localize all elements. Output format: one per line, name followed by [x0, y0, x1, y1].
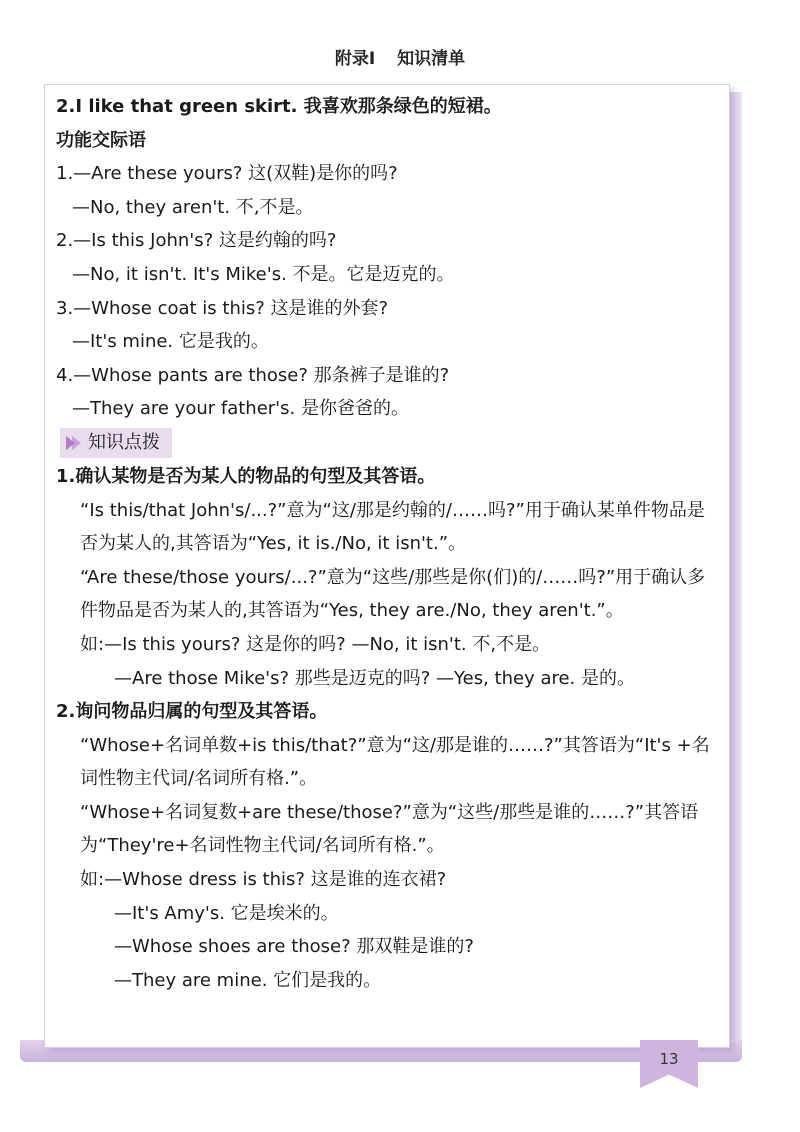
point-title: 1.确认某物是否为某人的物品的句型及其答语。 — [56, 465, 436, 487]
explanation-paragraph: “Whose+名词复数+are these/those?”意为“这些/那些是谁的……?”其答语为“They're+名词性物主代词/名词所有格.”。 — [80, 801, 699, 857]
header-title: 知识清单 — [397, 49, 466, 69]
page-number: 13 — [659, 1050, 679, 1068]
dialogue-answer: —No, it isn't. It's Mike's. 不是。它是迈克的。 — [72, 263, 455, 285]
dialogue-answer: —It's mine. 它是我的。 — [72, 331, 269, 353]
dialogue-question: 2.—Is this John's? 这是约翰的吗? — [56, 230, 337, 252]
dialogue-question: 4.—Whose pants are those? 那条裤子是谁的? — [56, 364, 450, 386]
running-header — [0, 44, 800, 69]
example-line: —Are those Mike's? 那些是迈克的吗? —Yes, they are. 是的。 — [114, 667, 635, 689]
dialogue-question: 3.—Whose coat is this? 这是谁的外套? — [56, 297, 389, 319]
dialogue-answer: —No, they aren't. 不,不是。 — [72, 196, 314, 218]
page-content — [56, 90, 724, 997]
example-line: —Whose shoes are those? 那双鞋是谁的? — [114, 936, 474, 958]
example-line: —They are mine. 它们是我的。 — [114, 969, 382, 991]
explanation-paragraph: “Are these/those yours/...?”意为“这些/那些是你(们)的/……吗?”用于确认多件物品是否为某人的,其答语为“Yes, they are./No, they aren't.”。 — [80, 566, 706, 622]
dialogue-question: 1.—Are these yours? 这(双鞋)是你的吗? — [56, 163, 398, 185]
example-line: 如:—Whose dress is this? 这是谁的连衣裙? — [80, 869, 447, 891]
sentence-line: 2.I like that green skirt. 我喜欢那条绿色的短裙。 — [56, 96, 502, 117]
knowledge-tips-tag — [60, 428, 172, 458]
explanation-paragraph: “Whose+名词单数+is this/that?”意为“这/那是谁的……?”其答语为“It's +名词性物主代词/名词所有格.”。 — [80, 734, 710, 790]
example-line: 如:—Is this yours? 这是你的吗? —No, it isn't. 不,不是。 — [80, 633, 551, 655]
example-line: —It's Amy's. 它是埃米的。 — [114, 902, 339, 924]
dialogue-answer: —They are your father's. 是你爸爸的。 — [72, 398, 409, 420]
section-heading-function-phrases: 功能交际语 — [56, 129, 146, 151]
appendix-label: 附录Ⅰ — [334, 49, 376, 69]
point-title: 2.询问物品归属的句型及其答语。 — [56, 701, 328, 723]
tag-label: 知识点拨 — [88, 431, 160, 453]
explanation-paragraph: “Is this/that John's/...?”意为“这/那是约翰的/……吗?”用于确认某单件物品是否为某人的,其答语为“Yes, it is./No, it isn't.”。 — [80, 499, 705, 555]
play-arrow-icon — [72, 436, 81, 450]
